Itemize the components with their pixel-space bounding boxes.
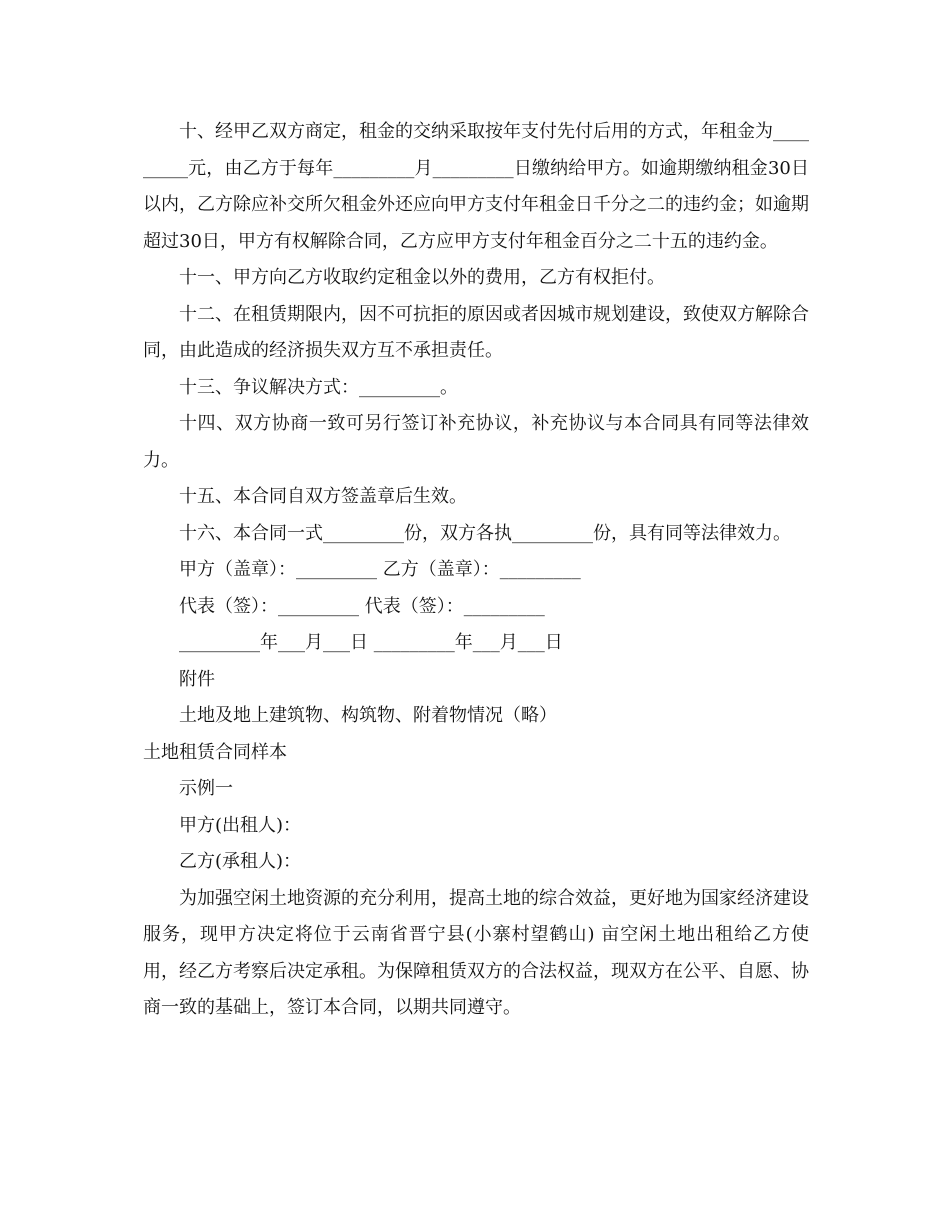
- attachment-item: 土地及地上建筑物、构筑物、附着物情况（略）: [179, 705, 557, 726]
- signature-date-line: _________年___月___日 _________年___月___日: [179, 632, 563, 653]
- example-label: 示例一: [179, 778, 233, 799]
- attachment-heading: 附件: [179, 668, 215, 690]
- clause-13: 十三、争议解决方式：_________。: [179, 376, 458, 398]
- clause-11: 十一、甲方向乙方收取约定租金以外的费用，乙方有权拒付。: [179, 267, 665, 288]
- clause-15: 十五、本合同自双方签盖章后生效。: [179, 486, 467, 507]
- party-a-label: 甲方(出租人)：: [179, 814, 302, 836]
- clause-12: 十二、在租赁期限内，因不可抗拒的原因或者因城市规划建设，致使双方解除合同，由此造成的经济损失双方互不承担责任。: [143, 303, 809, 361]
- document-body: [143, 114, 809, 1027]
- clause-14: 十四、双方协商一致可另行签订补充协议，补充协议与本合同具有同等法律效力。: [143, 413, 809, 471]
- clause-16: 十六、本合同一式_________份，双方各执_________份，具有同等法律效力。: [179, 522, 791, 544]
- signature-representative-line: 代表（签）：_________ 代表（签）：_________: [179, 595, 545, 617]
- clause-10: 十、经甲乙双方商定，租金的交纳采取按年支付先付后用的方式，年租金为_________元，由乙方于每年_________月_________日缴纳给甲方。如逾期缴纳租金30日以内，乙方除应补交所欠租金外还应向甲方支付年租金日千分之二的违约金；如逾期超过30日，甲方有权解除合同，乙方应甲方支付年租金百分之二十五的违约金。: [143, 121, 809, 252]
- party-b-label: 乙方(承租人)：: [179, 851, 302, 872]
- sample-title: 土地租赁合同样本: [143, 741, 287, 763]
- signature-party-line: 甲方（盖章）：_________ 乙方（盖章）：_________: [179, 559, 581, 580]
- sample-preamble: 为加强空闲土地资源的充分利用，提高土地的综合效益，更好地为国家经济建设服务，现甲方决定将位于云南省晋宁县(小寨村望鹤山) 亩空闲土地出租给乙方使用，经乙方考察后决定承租。为保障租赁双方的合法权益，现双方在公平、自愿、协商一致的基础上，签订本合同，以期共同遵守。: [143, 887, 809, 1018]
